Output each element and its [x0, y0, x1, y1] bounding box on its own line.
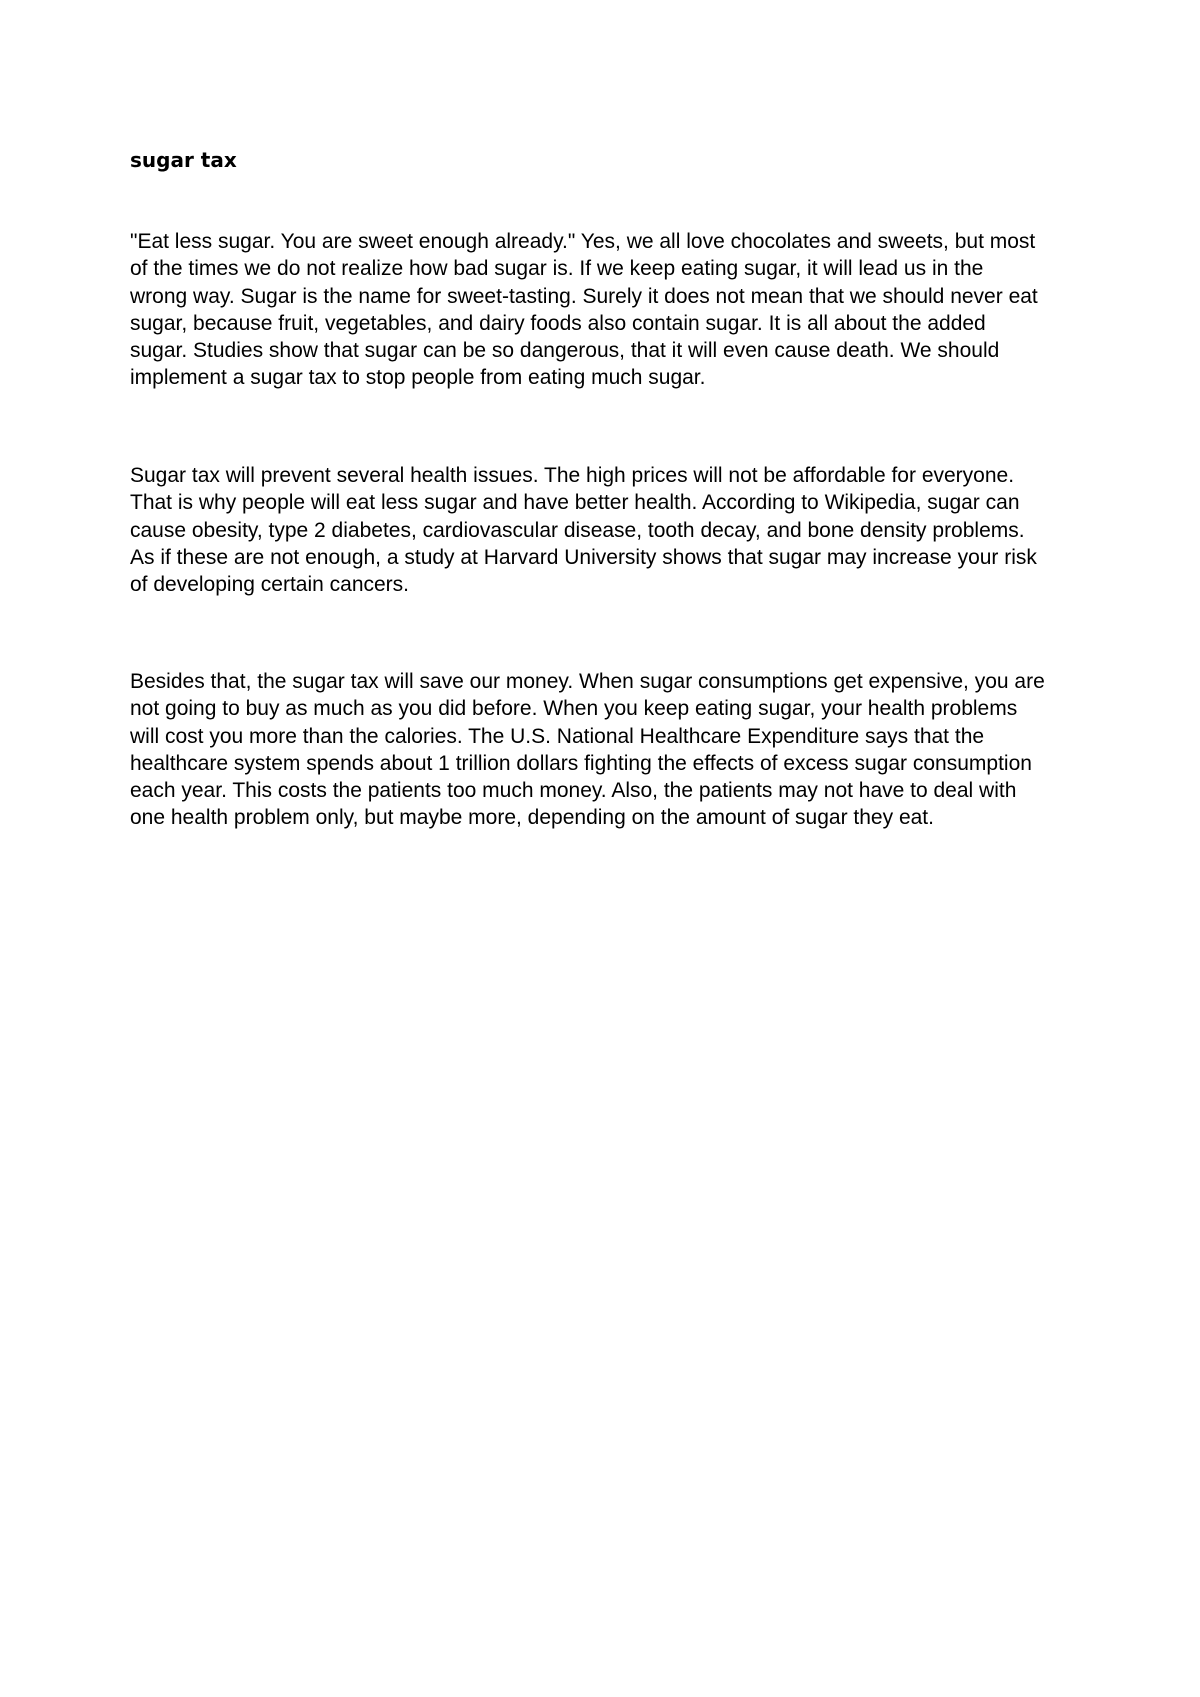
document-title: sugar tax [130, 148, 237, 172]
paragraph-save-money: Besides that, the sugar tax will save our money. When sugar consumptions get expensive, you are not going to buy as much as you did before. When you keep eating sugar, your health problems will cost you more than the calories. The U.S. National Healthcare Expenditure says that the healthcare system spends about 1 trillion dollars fighting the effects of excess sugar consumption each year. This costs the patients too much money. Also, the patients may not have to deal with one health problem only, but maybe more, depending on the amount of sugar they eat. [130, 670, 1045, 830]
paragraph-health-issues: Sugar tax will prevent several health issues. The high prices will not be affordable for everyone. That is why people will eat less sugar and have better health. According to Wikipedia, sugar can cause obesity, type 2 diabetes, cardiovascular disease, tooth decay, and bone density problems. As if these are not enough, a study at Harvard University shows that sugar may increase your risk of developing certain cancers. [130, 464, 1037, 597]
paragraph-intro: "Eat less sugar. You are sweet enough already." Yes, we all love chocolates and sweets, but most of the times we do not realize how bad sugar is. If we keep eating sugar, it will lead us in the wrong way. Sugar is the name for sweet-tasting. Surely it does not mean that we should never eat sugar, because fruit, vegetables, and dairy foods also contain sugar. It is all about the added sugar. Studies show that sugar can be so dangerous, that it will even cause death. We should implement a sugar tax to stop people from eating much sugar. [130, 230, 1038, 390]
